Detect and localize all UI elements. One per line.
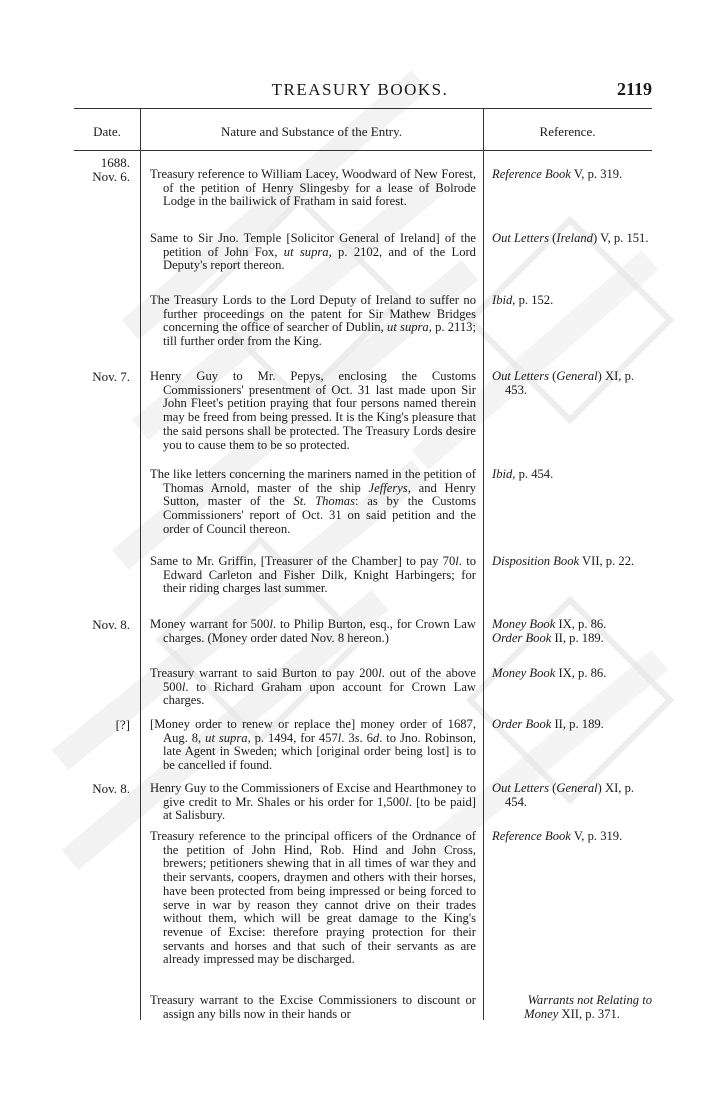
entry-text: The like letters concerning the mariners named in the petition of Thomas Arnold, master of the ship Jefferys, and Henry Sutton, master of the St. Thomas: as by the Customs Commissioners' report of Oct. 31 on said petition and the order of Council thereon. — [150, 467, 476, 536]
entry-reference: Ibid, p. 454. — [492, 467, 554, 481]
entry-reference: Out Letters (General) XI, p. 454. — [492, 781, 635, 809]
column-header-nature: Nature and Substance of the Entry. — [220, 124, 403, 139]
entry-text: Henry Guy to Mr. Pepys, enclosing the Customs Commissioners' presentment of Oct. 31 last made upon Sir John Fleet's petition praying that four persons named therein may be freed from being pressed. It is the King's pleasure that the said persons shall be protected. The Treasury Lords desire you to cause them to be so protected. — [150, 369, 476, 452]
entry-text: Treasury warrant to the Excise Commissioners to discount or assign any bills now in their hands or — [150, 993, 476, 1021]
page-number: 2119 — [616, 79, 652, 99]
entry-date: [?] — [115, 717, 130, 732]
entry-reference: Money Book IX, p. 86. — [492, 666, 607, 680]
top-rule — [74, 108, 652, 109]
entry-reference: Ibid, p. 152. — [492, 293, 554, 307]
entry-text: The Treasury Lords to the Lord Deputy of Ireland to suffer no further proceedings on the patent for Sir Mathew Bridges concerning the office of searcher of Dublin, ut supra, p. 2113; till further order from the King. — [150, 293, 476, 349]
header-rule — [74, 150, 652, 151]
entry-reference — [492, 618, 652, 645]
entry-text: [Money order to renew or replace the] money order of 1687, Aug. 8, ut supra, p. 1494, for 457l. 3s. 6d. to Jno. Robinson, late Agent in Sweden; which [original order being lost] is to be cancelled if found. — [150, 717, 477, 773]
year-label: 1688. — [100, 155, 130, 170]
entry-reference: Order Book II, p. 189. — [492, 717, 604, 731]
entry-date — [74, 156, 130, 184]
entry-date: Nov. 7. — [92, 369, 130, 384]
entry-text: Treasury reference to William Lacey, Woodward of New Forest, of the petition of Henry Slingesby for a lease of Bolrode Lodge in the bailiwick of Fratham in said forest. — [150, 167, 476, 209]
entry-reference: Reference Book V, p. 319. — [492, 167, 623, 181]
reference-line: Warrants not Relating to — [527, 993, 652, 1007]
reference-line: Order Book II, p. 189. — [492, 630, 604, 645]
entry-reference — [492, 994, 652, 1021]
column-header-reference: Reference. — [539, 124, 596, 139]
entry-text: Treasury reference to the principal officers of the Ordnance of the petition of John Hind, Rob. Hind and John Cross, brewers; petitioners shewing that in all times of war they and their servants, coopers, draymen and others with their horses, have been protected from being impressed or being forced to serve in war by reason they cannot drive on their trades without them, which will be great damage to the King's revenue of Excise: therefore praying protection for their servants and horses and that such of their servants as are already impressed may be discharged. — [150, 829, 476, 967]
date-label: Nov. 6. — [92, 169, 130, 184]
running-title: TREASURY BOOKS. — [271, 80, 449, 99]
reference-line: Money Book IX, p. 86. — [492, 617, 607, 631]
entry-text: Treasury warrant to said Burton to pay 200l. out of the above 500l. to Richard Graham upon account for Crown Law charges. — [150, 666, 477, 708]
entry-date: Nov. 8. — [92, 617, 130, 632]
entry-reference: Out Letters (Ireland) V, p. 151. — [492, 231, 649, 245]
entry-reference: Reference Book V, p. 319. — [492, 829, 623, 843]
column-divider-left — [140, 108, 141, 1020]
entry-text: Money warrant for 500l. to Philip Burton, esq., for Crown Law charges. (Money order dated Nov. 8 hereon.) — [150, 617, 476, 645]
entry-text: Same to Sir Jno. Temple [Solicitor General of Ireland] of the petition of John Fox, ut supra, p. 2102, and of the Lord Deputy's report thereon. — [150, 231, 476, 273]
entry-date: Nov. 8. — [92, 781, 130, 796]
reference-line: Money XII, p. 371. — [524, 1006, 620, 1021]
entry-text: Henry Guy to the Commissioners of Excise and Hearthmoney to give credit to Mr. Shales or his order for 1,500l. [to be paid] at Salisbury. — [150, 781, 476, 823]
column-header-date: Date. — [93, 124, 121, 139]
column-divider-right — [483, 108, 484, 1020]
entry-reference: Disposition Book VII, p. 22. — [492, 554, 635, 568]
entry-text: Same to Mr. Griffin, [Treasurer of the Chamber] to pay 70l. to Edward Carleton and Fisher Dilk, Knight Harbingers; for their riding charges last summer. — [150, 554, 477, 596]
entry-reference: Out Letters (General) XI, p. 453. — [492, 369, 635, 397]
